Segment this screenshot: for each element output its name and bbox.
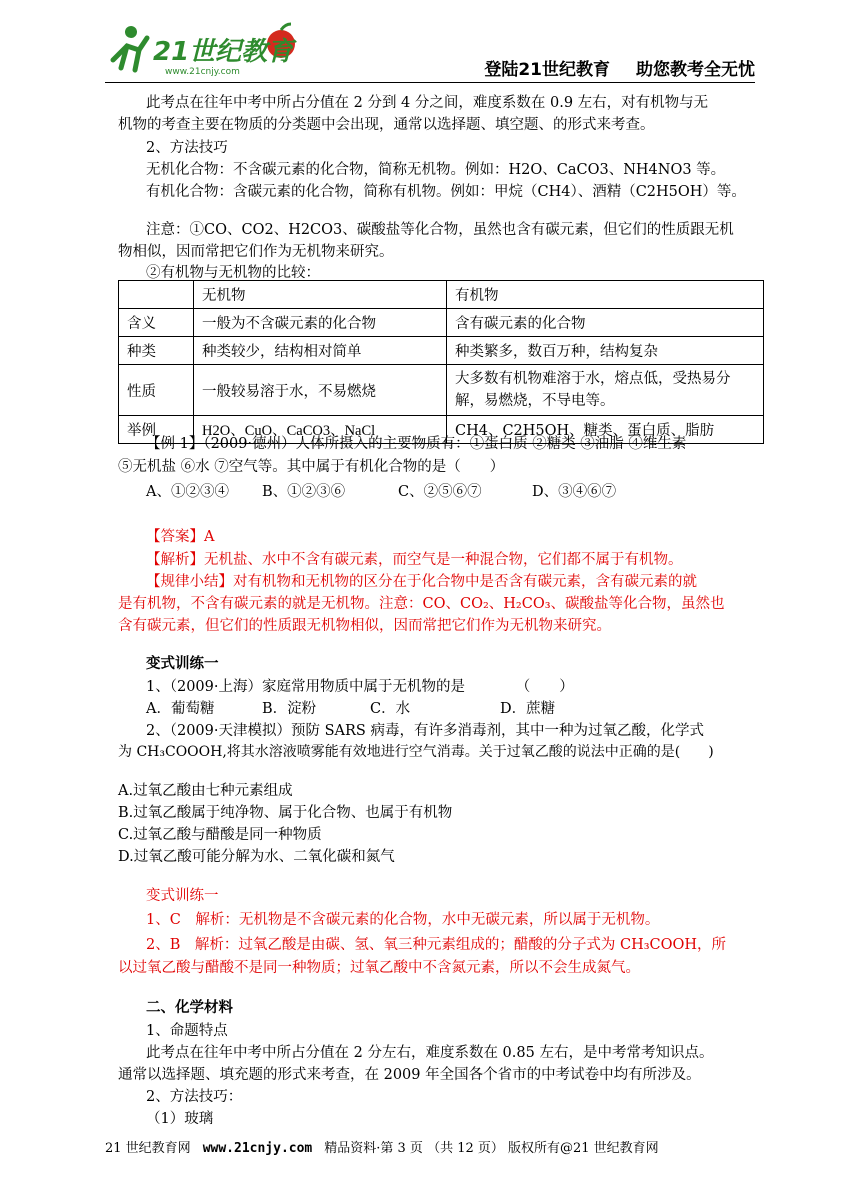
- slogan-help: 助您教考全无忧: [636, 60, 755, 80]
- practice-option: D．蔗糖: [500, 701, 556, 717]
- table-cell: CH4、C2H5OH、糖类、蛋白质、脂肪: [447, 416, 764, 444]
- header-slogan: [484, 55, 755, 80]
- example-option: D、③④⑥⑦: [532, 484, 617, 500]
- table-cell: 性质: [119, 365, 194, 416]
- example-option: C、②⑤⑥⑦: [398, 484, 482, 500]
- footer-site-link[interactable]: www.21cnjy.com: [202, 1141, 313, 1156]
- table-cell: 举例: [119, 416, 194, 444]
- table-header-row: [119, 281, 764, 309]
- practice-option: C．水: [370, 701, 411, 717]
- practice-question: 为 CH₃COOOH,将其水溶液喷雾能有效地进行空气消毒。关于过氧乙酸的说法中正确的是( ): [118, 744, 714, 760]
- example-question: 【例 1】（2009·德州）人体所摄入的主要物质有：①蛋白质 ②糖类 ③油脂 ④维生素: [146, 436, 687, 452]
- table-cell: 一般为不含碳元素的化合物: [194, 309, 447, 337]
- practice-option: C.过氧乙酸与醋酸是同一种物质: [118, 827, 322, 843]
- logo-graphic: [105, 20, 305, 80]
- page-footer: [105, 1137, 760, 1156]
- table-header-cell: 无机物: [194, 281, 447, 309]
- table-header-cell: 有机物: [447, 281, 764, 309]
- organic-definition: 有机化合物：含碳元素的化合物，简称有机物。例如：甲烷（CH4）、酒精（C2H5OH）等。: [146, 184, 746, 200]
- table-header-cell: [119, 281, 194, 309]
- solution-text: 以过氧乙酸与醋酸不是同一种物质；过氧乙酸中不含氮元素，所以不会生成氮气。: [118, 960, 640, 976]
- logo-url: www.21cnjy.com: [165, 67, 240, 77]
- note-line: 物相似，因而常把它们作为无机物来研究。: [118, 244, 394, 260]
- example-option: A、①②③④: [146, 484, 229, 500]
- section-subheading: 1、命题特点: [146, 1023, 228, 1039]
- logo-text: 21世纪教育: [153, 37, 294, 67]
- practice-question: 1、（2009·上海）家庭常用物质中属于无机物的是 （ ）: [146, 679, 574, 695]
- intro-line: 机物的考查主要在物质的分类题中会出现，通常以选择题、填空题、的形式来考查。: [118, 117, 655, 133]
- method-heading: 2、方法技巧: [146, 140, 228, 156]
- compare-heading: ②有机物与无机物的比较：: [146, 265, 320, 281]
- table-cell: 大多数有机物难溶于水，熔点低，受热易分解，易燃烧，不导电等。: [447, 365, 764, 416]
- table-cell: 种类较少，结构相对简单: [194, 337, 447, 365]
- practice-option: D.过氧乙酸可能分解为水、二氧化碳和氮气: [118, 849, 395, 865]
- section-paragraph: 此考点在往年中考中所占分值在 2 分左右，难度系数在 0.85 左右，是中考常考知识点。: [146, 1045, 714, 1061]
- header-divider: [105, 82, 755, 83]
- table-row: [119, 309, 764, 337]
- rule-summary: 含有碳元素，但它们的性质跟无机物相似，因而常把它们作为无机物来研究。: [118, 618, 611, 634]
- solution-title: 变式训练一: [146, 888, 219, 904]
- example-option: B、①②③⑥: [262, 484, 346, 500]
- practice-option: A.过氧乙酸由七种元素组成: [118, 783, 293, 799]
- table-cell: 种类: [119, 337, 194, 365]
- table-cell: H2O、CuO、CaCO3、NaCl: [194, 416, 447, 444]
- rule-summary: 是有机物，不含有碳元素的就是无机物。注意：CO、CO₂、H₂CO₃、碳酸盐等化合物，虽然也: [118, 596, 725, 612]
- page-header: [105, 20, 755, 84]
- intro-line: 此考点在往年中考中所占分值在 2 分到 4 分之间，难度系数在 0.9 左右，对有机物与无: [146, 95, 709, 111]
- analysis-text: 【解析】无机盐、水中不含有碳元素，而空气是一种混合物，它们都不属于有机物。: [146, 552, 683, 568]
- rule-summary: 【规律小结】对有机物和无机物的区分在于化合物中是否含有碳元素，含有碳元素的就: [146, 574, 697, 590]
- section-title: 二、化学材料: [146, 999, 233, 1016]
- inorganic-definition: 无机化合物：不含碳元素的化合物，简称无机物。例如：H2O、CaCO3、NH4NO3 等。: [146, 162, 726, 178]
- practice-option: A．葡萄糖: [146, 701, 215, 717]
- table-row: [119, 337, 764, 365]
- table-cell: 一般较易溶于水，不易燃烧: [194, 365, 447, 416]
- note-line: 注意：①CO、CO2、H2CO3、碳酸盐等化合物，虽然也含有碳元素，但它们的性质跟无机: [146, 222, 734, 238]
- table-cell: 含有碳元素的化合物: [447, 309, 764, 337]
- practice-option: B．淀粉: [262, 701, 317, 717]
- slogan-login: 登陆21世纪教育: [484, 60, 610, 80]
- practice-question: 2、（2009·天津模拟）预防 SARS 病毒，有许多消毒剂，其中一种为过氧乙酸，化学式: [146, 723, 704, 739]
- solution-text: 1、C 解析：无机物是不含碳元素的化合物，水中无碳元素，所以属于无机物。: [146, 912, 660, 928]
- example-question: ⑤无机盐 ⑥水 ⑦空气等。其中属于有机化合物的是（ ）: [118, 459, 505, 475]
- section-subheading: 2、方法技巧：: [146, 1089, 243, 1105]
- section-subheading: （1）玻璃: [146, 1111, 214, 1127]
- site-logo: [105, 20, 305, 80]
- table-cell: 含义: [119, 309, 194, 337]
- practice-title: 变式训练一: [146, 655, 219, 672]
- footer-left: 21 世纪教育网: [105, 1141, 191, 1156]
- table-row: [119, 365, 764, 416]
- practice-option: B.过氧乙酸属于纯净物、属于化合物、也属于有机物: [118, 805, 453, 821]
- section-paragraph: 通常以选择题、填充题的形式来考查，在 2009 年全国各个省市的中考试卷中均有所涉及。: [118, 1067, 701, 1083]
- solution-text: 2、B 解析：过氧乙酸是由碳、氢、氧三种元素组成的；醋酸的分子式为 CH₃COOH，所: [146, 937, 727, 953]
- comparison-table: [118, 280, 764, 444]
- table-cell: 种类繁多，数百万种，结构复杂: [447, 337, 764, 365]
- answer-text: 【答案】A: [146, 529, 215, 545]
- footer-right: 精品资料·第 3 页 （共 12 页） 版权所有@21 世纪教育网: [324, 1141, 659, 1156]
